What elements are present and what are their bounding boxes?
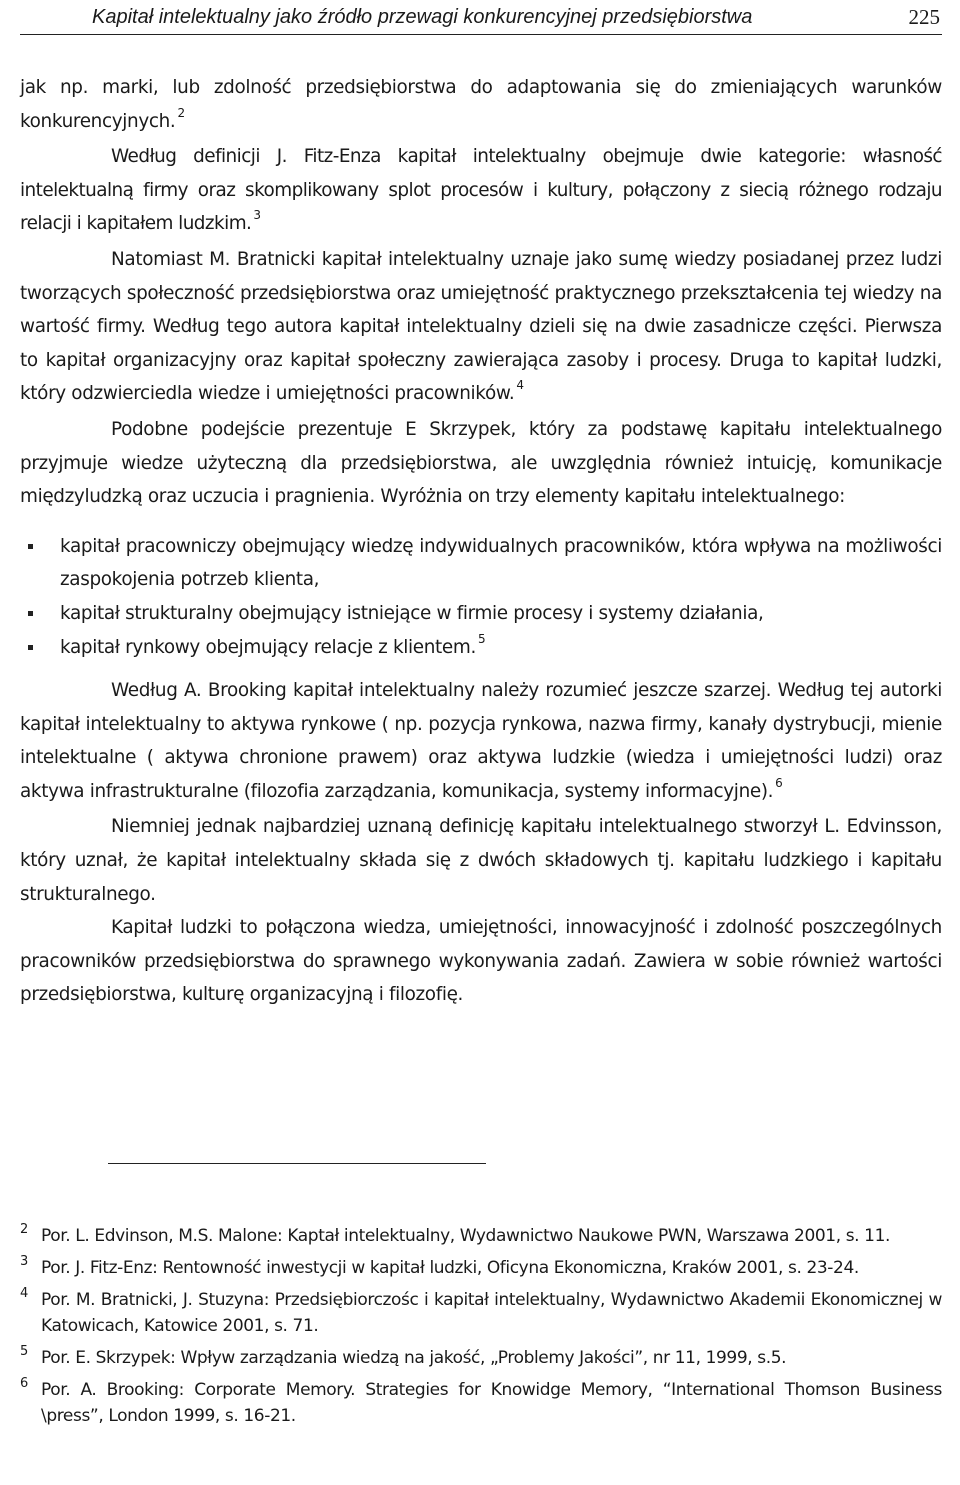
footnote-separator (108, 1163, 486, 1164)
paragraph: Niemniej jednak najbardziej uznaną definicję kapitału intelektualnego stworzył L. Edvinsson, który uznał, że kapitał intelektualny składa się z dwóch składowych tj. kapitału ludzkiego i kapitału strukturalnego. (20, 816, 942, 905)
square-bullet-icon (28, 544, 33, 549)
square-bullet-icon (28, 645, 33, 650)
list-item: kapitał rynkowy obejmujący relacje z klientem. $^5$ (20, 631, 942, 667)
footnote-text: Por. A. Brooking: Corporate Memory. Strategies for Knowidge Memory, “International Thomson Business \press”, London 1999, s. 16-21. (41, 1380, 942, 1426)
paragraph: Natomiast M. Bratnicki kapitał intelektualny uznaje jako sumę wiedzy posiadanej przez ludzi tworzących społeczność przedsiębiorstwa oraz umiejętność praktycznego przekształcenia tej wiedzy na wartość firmy. Według tego autora kapitał intelektualny dzieli się na dwie zasadnicze części. Pierwsza to kapitał organizacyjny oraz kapitał społeczny zawierająca zasoby i procesy. Druga to kapitał ludzki, który odzwierciedla wiedze i umiejętności pracowników. $^4$ (20, 248, 942, 405)
running-header (20, 4, 942, 35)
footnote (20, 1345, 942, 1371)
footnote-text: Por. L. Edvinson, M.S. Malone: Kaptał intelektualny, Wydawnictwo Naukowe PWN, Warszawa 2001, s. 11. (41, 1226, 891, 1246)
footnote (20, 1287, 942, 1339)
paragraph: jak np. marki, lub zdolność przedsiębiorstwa do adaptowania się do zmieniających warunków konkurencyjnych. $^2$ (20, 77, 942, 132)
footnote-number: 6 (20, 1376, 28, 1391)
body-text (20, 71, 942, 1012)
paragraph: Podobne podejście prezentuje E Skrzypek, który za podstawę kapitału intelektualnego przyjmuje wiedze użyteczną dla przedsiębiorstwa, ale uwzględnia również intuicję, komunikacje międzyludzką oraz uczucia i pragnienia. Wyróżnia on trzy elementy kapitału intelektualnego: (20, 418, 942, 508)
footnote (20, 1223, 942, 1249)
footnote-text: Por. E. Skrzypek: Wpływ zarządzania wiedzą na jakość, „Problemy Jakości”, nr 11, 1999, s.5. (41, 1348, 787, 1368)
list-item: kapitał pracowniczy obejmujący wiedzę indywidualnych pracowników, która wpływa na możliwości zaspokojenia potrzeb klienta, (20, 530, 942, 597)
square-bullet-icon (28, 611, 33, 616)
bullet-list (20, 530, 942, 666)
footnote-ref[interactable]: 3 (253, 208, 261, 223)
footnote-ref[interactable]: 4 (516, 378, 524, 393)
footnote (20, 1255, 942, 1281)
header-title: Kapitał intelektualny jako źródło przewagi konkurencyjnej przedsiębiorstwa (92, 6, 753, 28)
paragraph: Według definicji J. Fitz-Enza kapitał intelektualny obejmuje dwie kategorie: własność intelektualną firmy oraz skomplikowany splot procesów i kultury, połączony z siecią różnego rodzaju relacji i kapitałem ludzkim. $^3$ (20, 146, 942, 235)
footnote-ref[interactable]: 2 (177, 105, 185, 120)
footnote (20, 1377, 942, 1429)
footnote-ref[interactable]: 6 (775, 775, 783, 790)
footnotes (20, 1223, 942, 1435)
paragraph: Kapitał ludzki to połączona wiedza, umiejętności, innowacyjność i zdolność poszczególnych pracowników przedsiębiorstwa do sprawnego wykonywania zadań. Zawiera w sobie również wartości przedsiębiorstwa, kulturę organizacyjną i filozofię. (20, 917, 942, 1006)
paragraph: Według A. Brooking kapitał intelektualny należy rozumieć jeszcze szarzej. Według tej autorki kapitał intelektualny to aktywa rynkowe ( np. pozycja rynkowa, nazwa firmy, kanały dystrybucji, mienie intelektualne ( aktywa chronione prawem) oraz aktywa ludzkie (wiedza i umiejętności ludzi) oraz aktywa infrastrukturalne (filozofia zarządzania, komunikacja, systemy informacyjne). $^6$ (20, 680, 942, 802)
footnote-text: Por. J. Fitz-Enz: Rentowność inwestycji w kapitał ludzki, Oficyna Ekonomiczna, Kraków 2001, s. 23-24. (41, 1258, 859, 1278)
page-number: 225 (908, 5, 940, 29)
footnote-number: 5 (20, 1344, 28, 1359)
list-item: kapitał strukturalny obejmujący istniejące w firmie procesy i systemy działania, (20, 597, 942, 631)
footnote-number: 3 (20, 1254, 28, 1269)
footnote-number: 4 (20, 1286, 28, 1301)
footnote-text: Por. M. Bratnicki, J. Stuzyna: Przedsiębiorczośc i kapitał intelektualny, Wydawnictwo Akademii Ekonomicznej w Katowicach, Katowice 2001, s. 71. (41, 1290, 942, 1336)
footnote-ref[interactable]: 5 (477, 631, 486, 646)
footnote-number: 2 (20, 1222, 28, 1237)
